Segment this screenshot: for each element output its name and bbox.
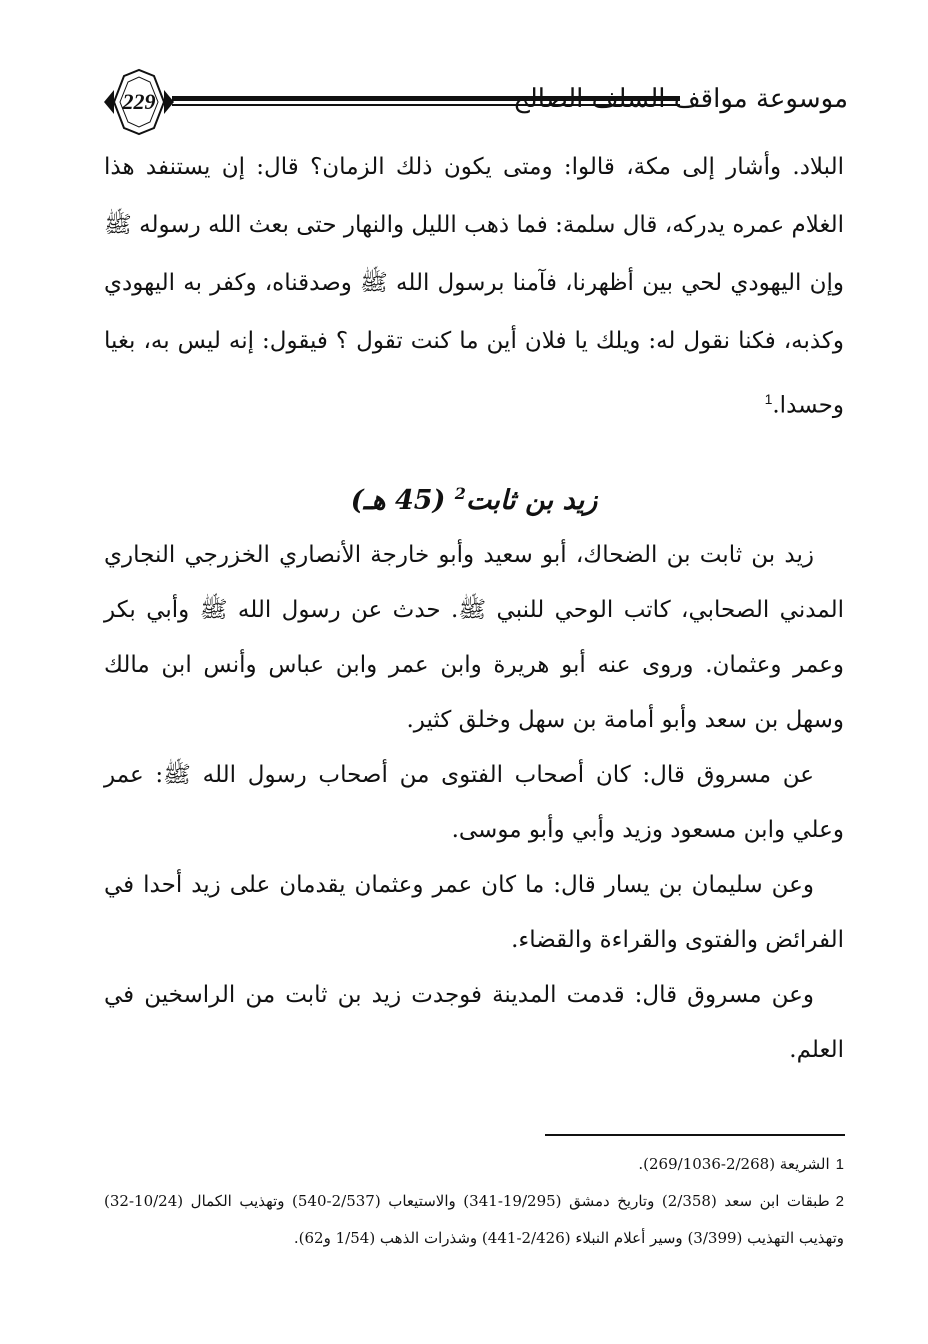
footnote-text: الشريعة (2/268-269/1036). — [638, 1155, 830, 1173]
page-header — [100, 66, 848, 138]
page-number: 229 — [122, 89, 156, 114]
footnote-ref: 1 — [764, 391, 773, 407]
paragraph: وعن مسروق قال: قدمت المدينة فوجدت زيد بن ثابت من الراسخين في العلم. — [104, 982, 844, 1063]
footnote-number: 1 — [835, 1156, 844, 1173]
paragraph: عن مسروق قال: كان أصحاب الفتوى من أصحاب رسول الله ﷺ: عمر وعلي وابن مسعود وزيد وأبي وأبو موسى. — [104, 762, 844, 843]
paragraph-text: البلاد. وأشار إلى مكة، قالوا: ومتى يكون ذلك الزمان؟ قال: إن يستنفد هذا الغلام عمره يدركه، قال سلمة: فما ذهب الليل والنهار حتى بعث الله رسوله ﷺ وإن اليهودي لحي بين أظهرنا، فآمنا برسول الله ﷺ وصدقناه، وكفر به اليهودي وكذبه، فكنا نقول له: ويلك يا فلان أين ما كنت تقول ؟ فيقول: إنه ليس به، بغيا وحسدا. — [104, 154, 844, 419]
paragraph — [104, 138, 844, 435]
footnote — [104, 1183, 844, 1256]
section-body — [104, 528, 844, 1078]
paragraph: وعن سليمان بن يسار قال: ما كان عمر وعثمان يقدمان على زيد أحدا في الفرائض والفتوى والقراءة والقضاء. — [104, 872, 844, 953]
footnote-separator — [545, 1134, 845, 1136]
footnote-number: 2 — [835, 1193, 844, 1210]
paragraph: زيد بن ثابت بن الضحاك، أبو سعيد وأبو خارجة الأنصاري الخزرجي النجاري المدني الصحابي، كاتب الوحي للنبي ﷺ. حدث عن رسول الله ﷺ وأبي بكر وعمر وعثمان. وروى عنه أبو هريرة وابن عمر وابن عباس وأنس ابن مالك وسهل بن سعد وأبو أمامة بن سهل وخلق كثير. — [104, 542, 844, 733]
section-footnote-ref: 2 — [454, 484, 466, 503]
section-title — [104, 464, 844, 531]
section-title-name: زيد بن ثابت — [465, 485, 598, 516]
footnote-text: طبقات ابن سعد (2/358) وتاريخ دمشق (19/295-341) والاستيعاب (2/537-540) وتهذيب الكمال (10/24-32) وتهذيب التهذيب (3/399) وسير أعلام النبلاء (2/426-441) وشذرات الذهب (1/54 و62). — [104, 1192, 844, 1247]
footnote — [104, 1146, 844, 1183]
opening-paragraph-block — [104, 138, 844, 435]
section-title-date: (45 هـ) — [350, 485, 446, 516]
page-number-badge — [100, 66, 178, 138]
book-title: موسوعة مواقف السلف الصالح — [513, 84, 848, 114]
footnotes — [104, 1146, 844, 1256]
